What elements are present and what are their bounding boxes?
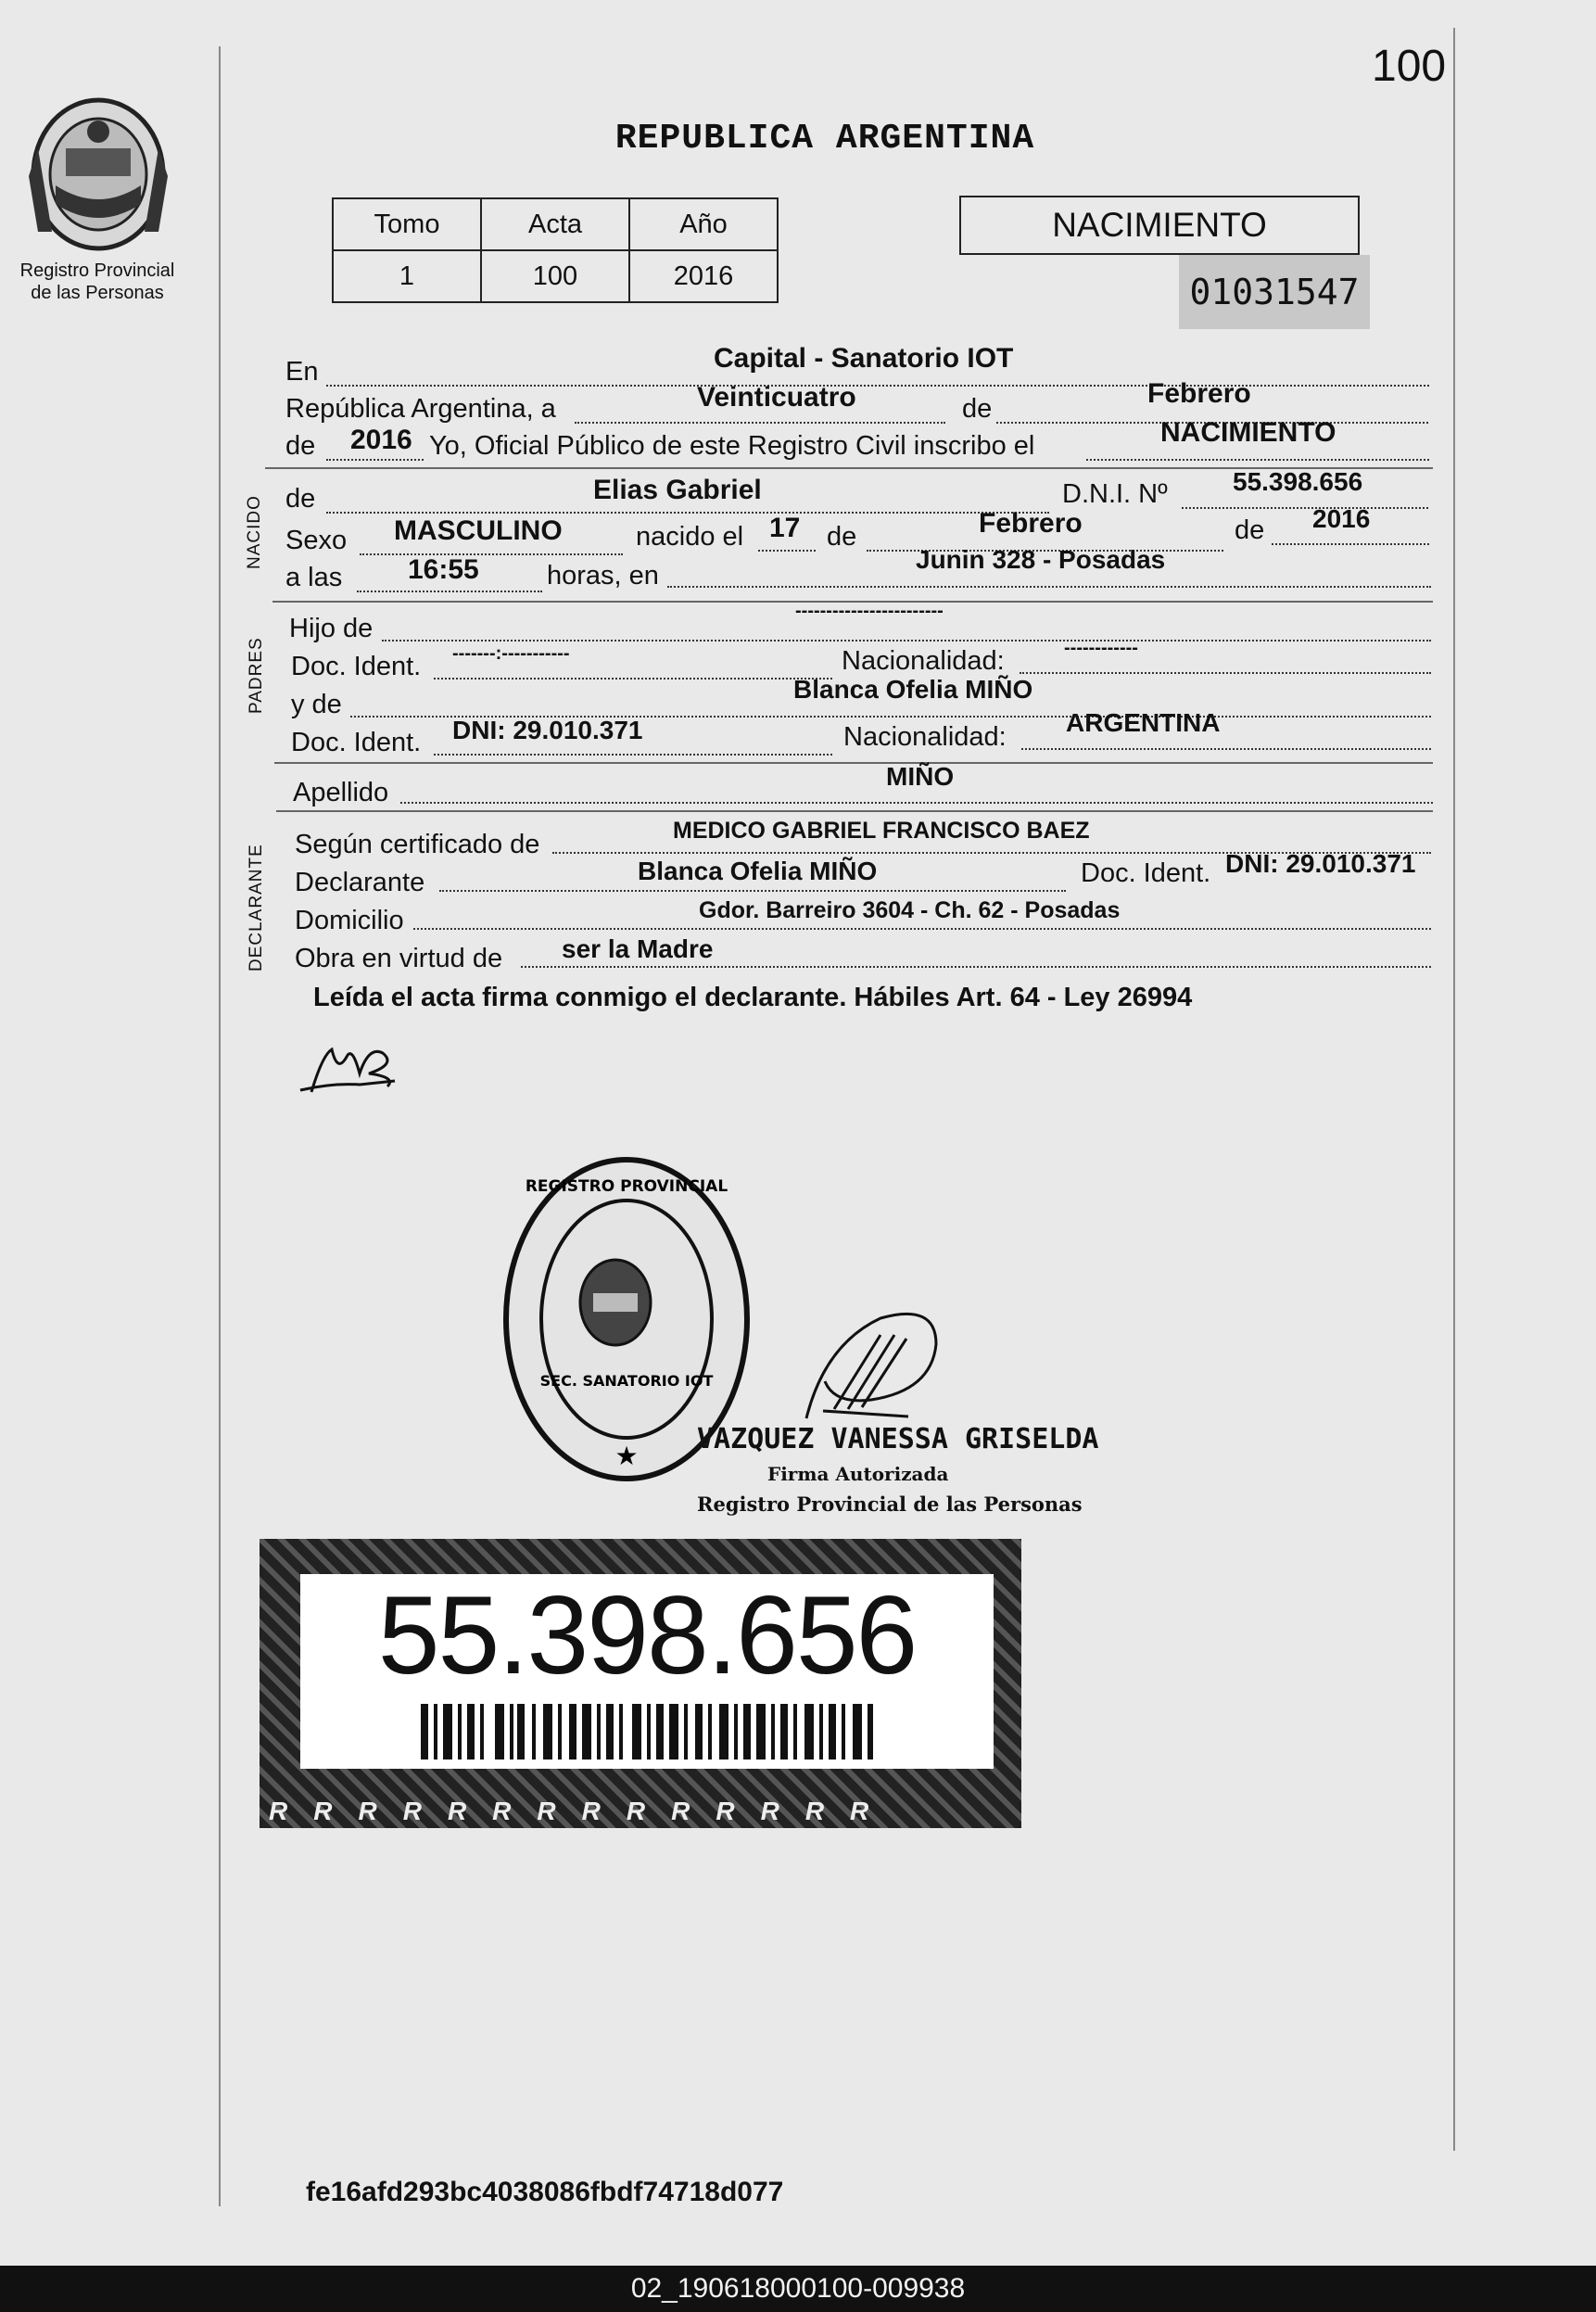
- section-divider: [274, 762, 1433, 764]
- value-nombre: Elias Gabriel: [593, 475, 762, 505]
- value-doc-declarante: DNI: 29.010.371: [1225, 849, 1416, 878]
- record-type-box: NACIMIENTO: [959, 196, 1360, 255]
- document-title: REPUBLICA ARGENTINA: [614, 119, 1035, 159]
- dotted-rule: [413, 928, 1431, 930]
- value-padre: ------------------------: [795, 601, 944, 621]
- registry-label: [0, 260, 195, 304]
- label-de-mes-nac: de: [827, 522, 857, 552]
- barcode-r-pattern: RRRRRRRRRRRRRR: [269, 1797, 895, 1825]
- value-mes: Febrero: [1147, 378, 1251, 409]
- value-nacido-anio: 2016: [1312, 504, 1371, 533]
- right-margin-line: [1453, 28, 1455, 2151]
- value-dia: Veinticuatro: [697, 382, 856, 413]
- label-nacionalidad-1: Nacionalidad:: [842, 646, 1005, 676]
- value-domicilio: Gdor. Barreiro 3604 - Ch. 62 - Posadas: [699, 897, 1121, 923]
- dotted-rule: [758, 550, 816, 552]
- document-hash: fe16afd293bc4038086fbdf74718d077: [306, 2177, 784, 2207]
- registry-label-line-2: de las Personas: [31, 283, 164, 303]
- label-segun-certificado: Según certificado de: [295, 830, 540, 859]
- label-doc-ident-2: Doc. Ident.: [291, 728, 422, 757]
- dotted-rule: [382, 640, 1431, 642]
- label-inscribo: Yo, Oficial Público de este Registro Civil inscribo el: [429, 431, 1035, 461]
- table-value-acta: 100: [481, 250, 629, 302]
- dotted-rule: [326, 512, 1049, 514]
- label-declarante: Declarante: [295, 868, 425, 897]
- official-name: VAZQUEZ VANESSA GRISELDA: [697, 1423, 1099, 1455]
- dotted-rule: [360, 553, 623, 555]
- label-a-las: a las: [285, 563, 343, 592]
- dotted-rule: [1020, 672, 1431, 674]
- section-label-padres: PADRES: [247, 637, 266, 714]
- barcode-inner: [300, 1574, 994, 1769]
- label-de-anio: de: [285, 431, 316, 461]
- label-de-anio-nac: de: [1235, 515, 1265, 545]
- closing-statement: Leída el acta firma conmigo el declarante. Hábiles Art. 64 - Ley 26994: [313, 983, 1193, 1012]
- barcode-number: 55.398.656: [377, 1573, 917, 1697]
- value-doc-padre: -------:-----------: [452, 643, 570, 664]
- label-dni: D.N.I. Nº: [1062, 479, 1168, 509]
- value-nac-padre: ------------: [1064, 638, 1138, 658]
- table-value-anio: 2016: [629, 250, 778, 302]
- serial-number-stamp: 01031547: [1179, 255, 1370, 329]
- value-dni: 55.398.656: [1233, 467, 1363, 496]
- label-de-nombre: de: [285, 484, 316, 514]
- official-signature: [797, 1307, 945, 1428]
- dotted-rule: [1182, 507, 1428, 509]
- official-office: Registro Provincial de las Personas: [697, 1493, 1083, 1516]
- table-header-anio: Año: [629, 198, 778, 250]
- value-madre: Blanca Ofelia MIÑO: [793, 675, 1033, 704]
- label-doc-ident-1: Doc. Ident.: [291, 652, 422, 681]
- barcode-label: [260, 1539, 1021, 1828]
- label-en: En: [285, 357, 319, 387]
- section-label-declarante: DECLARANTE: [247, 844, 266, 972]
- label-domicilio: Domicilio: [295, 906, 404, 935]
- section-label-nacido: NACIDO: [245, 495, 264, 569]
- value-inscribo: NACIMIENTO: [1160, 417, 1336, 448]
- misiones-coat-of-arms-logo: [24, 93, 172, 255]
- left-margin-line: [219, 46, 221, 2206]
- page-number: 100: [1372, 42, 1447, 91]
- dotted-rule: [434, 754, 832, 756]
- dotted-rule: [1086, 459, 1429, 461]
- value-lugar-inscripcion: Capital - Sanatorio IOT: [714, 343, 1014, 374]
- value-obra: ser la Madre: [562, 934, 714, 963]
- section-divider: [276, 810, 1433, 812]
- tomo-acta-anio-table: [332, 197, 779, 303]
- label-de-mes: de: [962, 394, 993, 424]
- declarant-signature: [295, 1036, 406, 1103]
- label-sexo: Sexo: [285, 526, 348, 555]
- label-obra-en-virtud: Obra en virtud de: [295, 944, 503, 973]
- dotted-rule: [575, 422, 945, 424]
- official-title: Firma Autorizada: [767, 1463, 949, 1485]
- dotted-rule: [434, 678, 832, 680]
- value-nacido-mes: Febrero: [979, 508, 1083, 539]
- dotted-rule: [439, 890, 1066, 892]
- dotted-rule: [326, 459, 424, 461]
- barcode-bars: [421, 1704, 875, 1759]
- label-nacido-el: nacido el: [636, 522, 744, 552]
- value-hora: 16:55: [408, 554, 479, 585]
- label-republica: República Argentina, a: [285, 394, 556, 424]
- footer-identifier: 02_190618000100-009938: [0, 2266, 1596, 2312]
- dotted-rule: [1021, 748, 1431, 750]
- value-declarante: Blanca Ofelia MIÑO: [638, 857, 878, 885]
- value-nac-madre: ARGENTINA: [1066, 708, 1221, 737]
- table-value-tomo: 1: [333, 250, 481, 302]
- table-header-tomo: Tomo: [333, 198, 481, 250]
- dotted-rule: [357, 591, 542, 592]
- label-doc-ident-3: Doc. Ident.: [1081, 858, 1211, 888]
- label-apellido: Apellido: [293, 778, 389, 807]
- label-horas-en: horas, en: [547, 561, 659, 591]
- dotted-rule: [521, 966, 1431, 968]
- svg-text:SEC. SANATORIO IOT: SEC. SANATORIO IOT: [539, 1372, 714, 1390]
- dotted-rule: [667, 586, 1431, 588]
- value-certificado: MEDICO GABRIEL FRANCISCO BAEZ: [673, 818, 1090, 844]
- value-anio: 2016: [350, 425, 412, 455]
- table-header-acta: Acta: [481, 198, 629, 250]
- dotted-rule: [400, 802, 1433, 804]
- dotted-rule: [326, 385, 1429, 387]
- value-apellido: MIÑO: [886, 762, 955, 791]
- label-y-de: y de: [291, 690, 342, 719]
- value-sexo: MASCULINO: [394, 515, 563, 546]
- value-lugar-nacimiento: Junin 328 - Posadas: [916, 545, 1166, 574]
- label-hijo-de: Hijo de: [289, 614, 374, 643]
- registry-label-line-1: Registro Provincial: [19, 260, 175, 281]
- value-doc-madre: DNI: 29.010.371: [452, 716, 643, 744]
- label-nacionalidad-2: Nacionalidad:: [843, 722, 1007, 752]
- value-nacido-dia: 17: [769, 513, 801, 543]
- svg-text:★: ★: [614, 1441, 639, 1471]
- svg-text:REGISTRO PROVINCIAL: REGISTRO PROVINCIAL: [525, 1177, 728, 1196]
- dotted-rule: [1272, 543, 1429, 545]
